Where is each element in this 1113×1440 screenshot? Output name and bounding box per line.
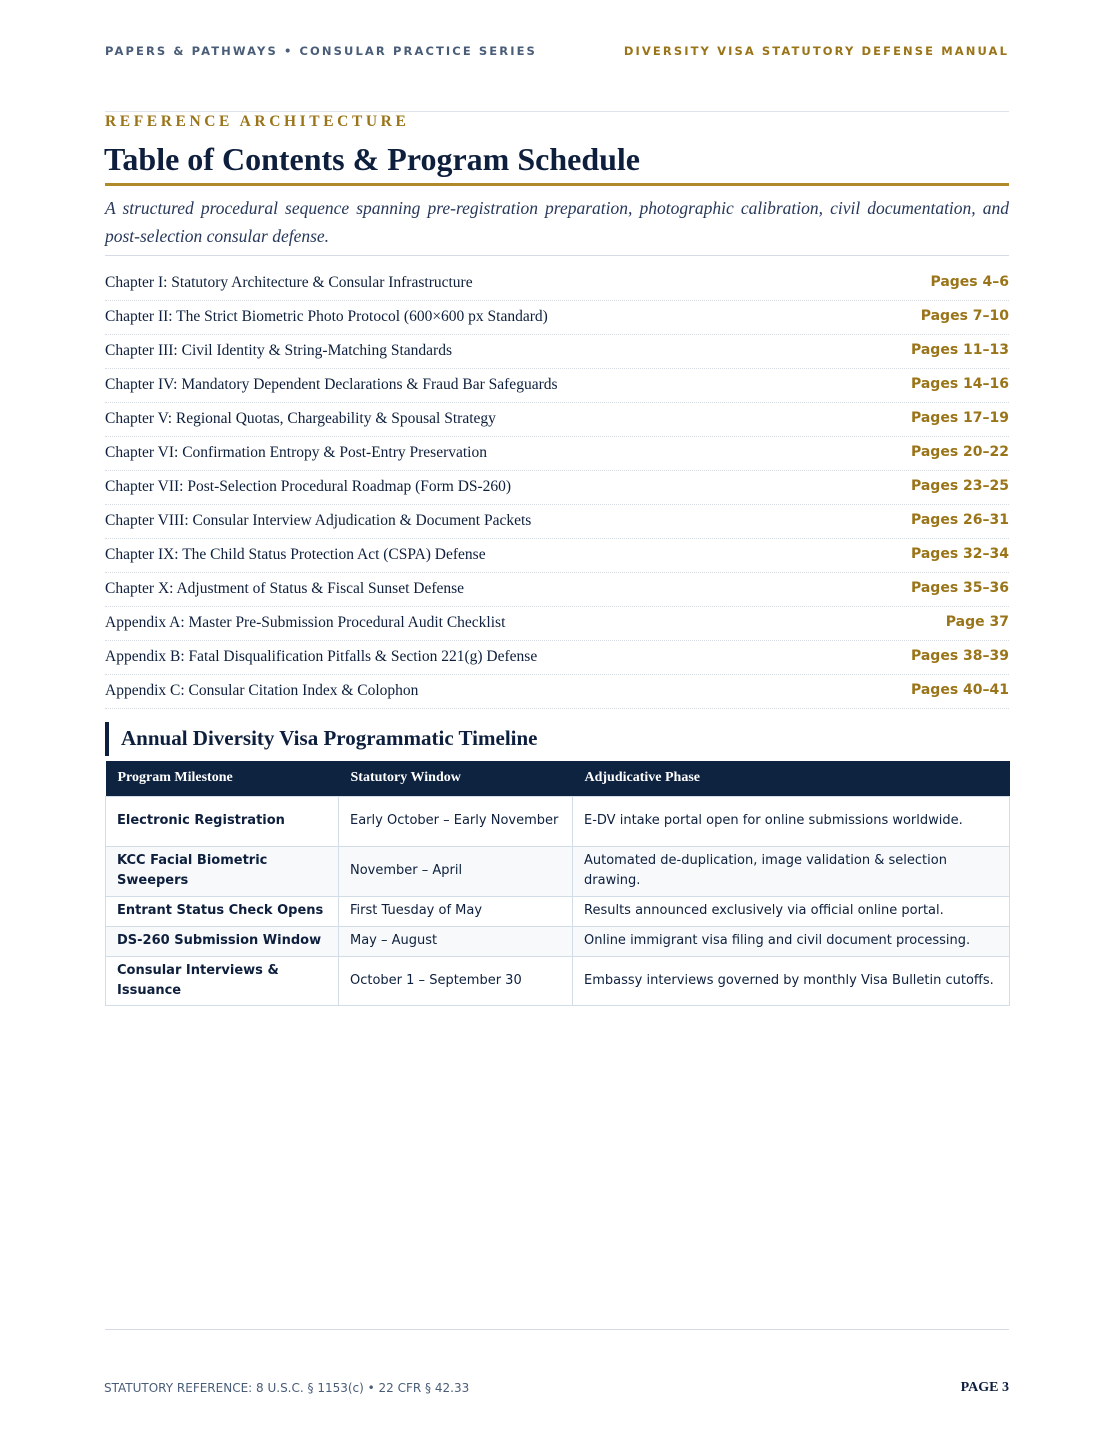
top-divider bbox=[105, 111, 1009, 112]
toc-entry-label: Appendix C: Consular Citation Index & Colophon bbox=[105, 682, 419, 699]
toc-entry-label: Chapter I: Statutory Architecture & Consular Infrastructure bbox=[105, 274, 473, 291]
page-number: PAGE 3 bbox=[960, 1380, 1009, 1395]
page-title: Table of Contents & Program Schedule bbox=[104, 141, 640, 177]
window-cell: May – August bbox=[339, 926, 573, 956]
phase-cell: Online immigrant visa filing and civil document processing. bbox=[573, 926, 1010, 956]
milestone-cell: Consular Interviews & Issuance bbox=[106, 956, 339, 1005]
toc-entry[interactable] bbox=[105, 641, 1009, 675]
table-row bbox=[106, 796, 1010, 846]
toc-entry-pages: Pages 14–16 bbox=[910, 376, 1009, 392]
column-header-window: Statutory Window bbox=[339, 761, 573, 796]
timeline-heading bbox=[105, 722, 1009, 756]
manual-title: DIVERSITY VISA STATUTORY DEFENSE MANUAL bbox=[623, 44, 1009, 58]
milestone-cell: Electronic Registration bbox=[106, 796, 339, 846]
toc-entry-label: Appendix B: Fatal Disqualification Pitfalls & Section 221(g) Defense bbox=[105, 648, 538, 665]
toc-entry-pages: Pages 38–39 bbox=[910, 648, 1009, 664]
toc-entry[interactable] bbox=[105, 335, 1009, 369]
footer-divider bbox=[105, 1329, 1009, 1330]
toc-entry-pages: Pages 11–13 bbox=[910, 342, 1009, 358]
table-row bbox=[106, 896, 1010, 926]
series-label: PAPERS & PATHWAYS • CONSULAR PRACTICE SERIES bbox=[105, 44, 537, 58]
table-row bbox=[106, 926, 1010, 956]
toc-entry-label: Chapter VII: Post-Selection Procedural Roadmap (Form DS-260) bbox=[105, 478, 512, 495]
table-row bbox=[106, 956, 1010, 1005]
toc-entry-label: Chapter X: Adjustment of Status & Fiscal Sunset Defense bbox=[105, 580, 465, 597]
toc-entry-label: Chapter VI: Confirmation Entropy & Post-Entry Preservation bbox=[105, 444, 487, 461]
toc-entry-pages: Pages 26–31 bbox=[910, 512, 1009, 528]
title-divider bbox=[105, 183, 1009, 186]
toc-entry[interactable] bbox=[105, 403, 1009, 437]
toc-entry-label: Appendix A: Master Pre-Submission Procedural Audit Checklist bbox=[105, 614, 506, 631]
toc-entry[interactable] bbox=[105, 607, 1009, 641]
phase-cell: E-DV intake portal open for online submissions worldwide. bbox=[573, 796, 1010, 846]
phase-cell: Automated de-duplication, image validation & selection drawing. bbox=[573, 846, 1010, 896]
toc-entry-pages: Pages 32–34 bbox=[910, 546, 1009, 562]
milestone-cell: KCC Facial Biometric Sweepers bbox=[106, 846, 339, 896]
toc-entry-label: Chapter V: Regional Quotas, Chargeability & Spousal Strategy bbox=[105, 410, 496, 427]
table-row bbox=[106, 846, 1010, 896]
window-cell: October 1 – September 30 bbox=[339, 956, 573, 1005]
column-header-phase: Adjudicative Phase bbox=[573, 761, 1010, 796]
toc-entry[interactable] bbox=[105, 471, 1009, 505]
toc-entry[interactable] bbox=[105, 573, 1009, 607]
phase-cell: Results announced exclusively via official online portal. bbox=[573, 896, 1010, 926]
toc-entry[interactable] bbox=[105, 267, 1009, 301]
toc-entry-pages: Pages 40–41 bbox=[910, 682, 1009, 698]
toc-entry[interactable] bbox=[105, 675, 1009, 709]
column-header-milestone: Program Milestone bbox=[106, 761, 339, 796]
toc-entry-pages: Pages 23–25 bbox=[910, 478, 1009, 494]
window-cell: Early October – Early November bbox=[339, 796, 573, 846]
toc-entry-pages: Pages 20–22 bbox=[910, 444, 1009, 460]
timeline-heading-text: Annual Diversity Visa Programmatic Timeline bbox=[121, 726, 538, 750]
toc-entry-label: Chapter III: Civil Identity & String-Matching Standards bbox=[105, 342, 452, 359]
toc-entry-pages: Pages 4–6 bbox=[930, 274, 1009, 290]
table-header-row bbox=[106, 761, 1010, 796]
milestone-cell: Entrant Status Check Opens bbox=[106, 896, 339, 926]
toc-entry-pages: Pages 35–36 bbox=[910, 580, 1009, 596]
toc-entry[interactable] bbox=[105, 539, 1009, 573]
timeline-table bbox=[105, 761, 1010, 1006]
table-of-contents bbox=[105, 267, 1009, 709]
running-header bbox=[105, 44, 1009, 60]
toc-entry-label: Chapter IX: The Child Status Protection Act (CSPA) Defense bbox=[105, 546, 486, 563]
milestone-cell: DS-260 Submission Window bbox=[106, 926, 339, 956]
toc-entry-label: Chapter VIII: Consular Interview Adjudication & Document Packets bbox=[105, 512, 532, 529]
page-subtitle: A structured procedural sequence spanning pre-registration preparation, photographic calibration, civil documentation, and post-selection consular defense. bbox=[105, 198, 1009, 246]
toc-entry[interactable] bbox=[105, 369, 1009, 403]
toc-entry-pages: Page 37 bbox=[945, 614, 1009, 630]
toc-entry[interactable] bbox=[105, 437, 1009, 471]
subtitle-divider bbox=[105, 255, 1009, 256]
toc-entry-label: Chapter IV: Mandatory Dependent Declarations & Fraud Bar Safeguards bbox=[105, 376, 558, 393]
toc-entry-label: Chapter II: The Strict Biometric Photo Protocol (600×600 px Standard) bbox=[105, 308, 548, 325]
toc-entry-pages: Pages 17–19 bbox=[910, 410, 1009, 426]
window-cell: First Tuesday of May bbox=[339, 896, 573, 926]
toc-entry[interactable] bbox=[105, 301, 1009, 335]
heading-accent-bar bbox=[105, 722, 109, 756]
phase-cell: Embassy interviews governed by monthly Visa Bulletin cutoffs. bbox=[573, 956, 1010, 1005]
toc-entry-pages: Pages 7–10 bbox=[920, 308, 1009, 324]
statutory-reference: STATUTORY REFERENCE: 8 U.S.C. § 1153(c) • 22 CFR § 42.33 bbox=[104, 1381, 470, 1395]
window-cell: November – April bbox=[339, 846, 573, 896]
toc-entry[interactable] bbox=[105, 505, 1009, 539]
section-eyebrow: REFERENCE ARCHITECTURE bbox=[105, 113, 410, 130]
